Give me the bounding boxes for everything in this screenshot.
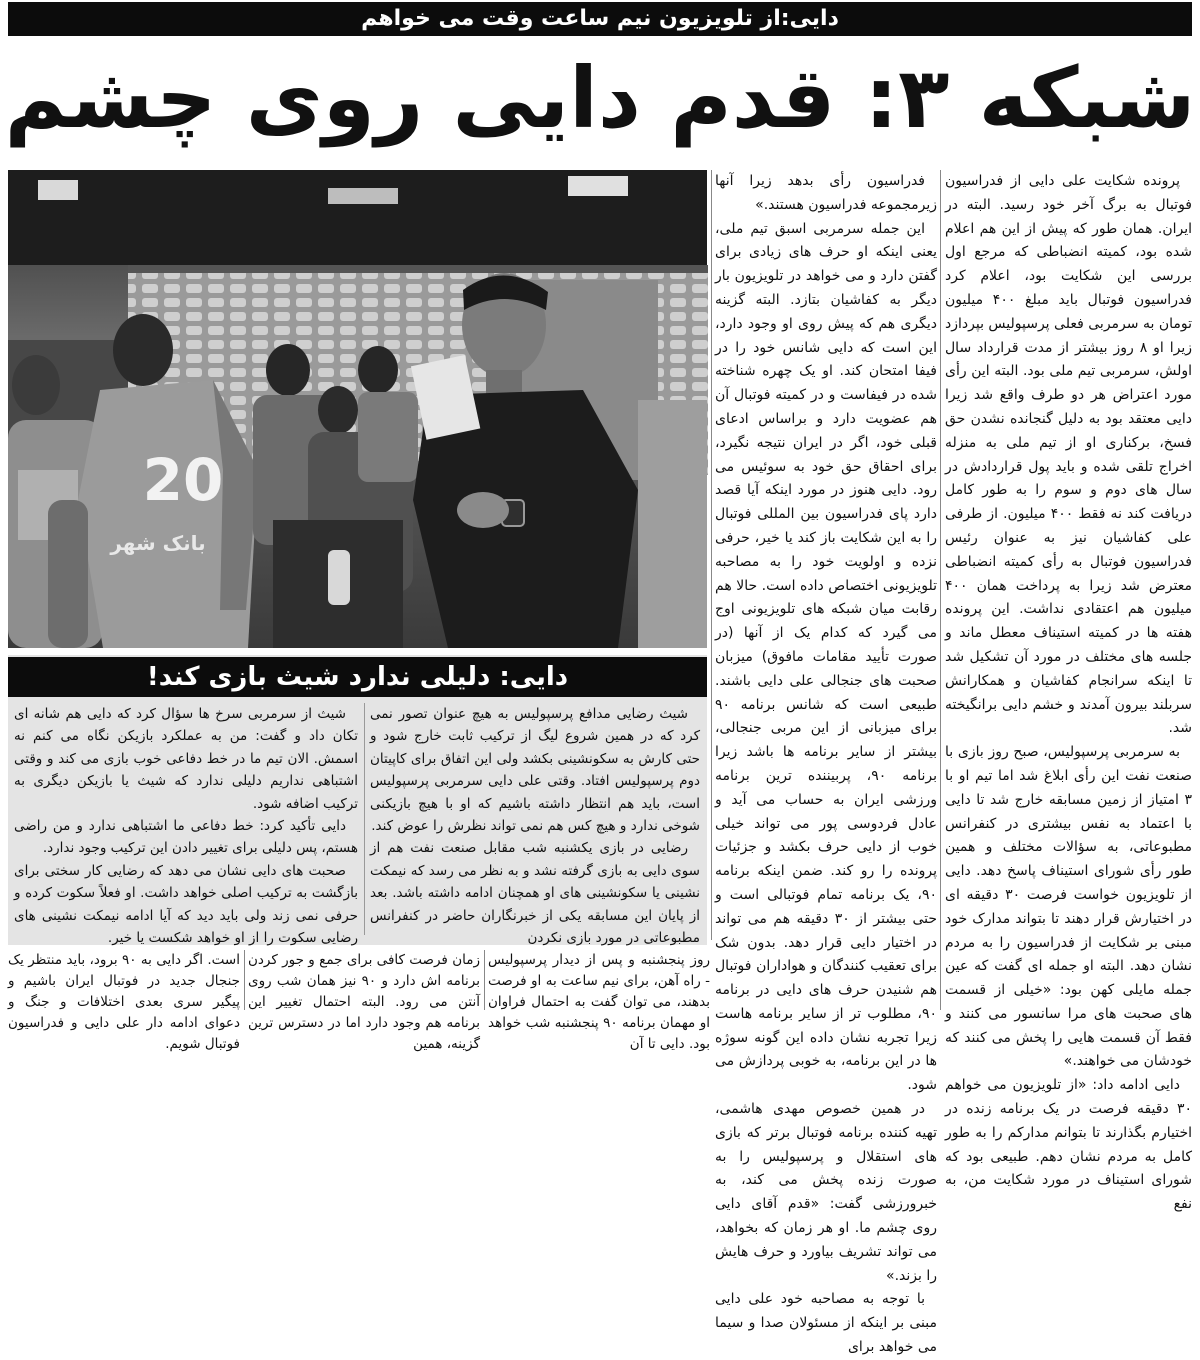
article-photo — [8, 170, 707, 648]
article-column-2 — [715, 170, 938, 1356]
paragraph: در همین خصوص مهدی هاشمی، تهیه کننده برنامه فوتبال برتر که بازی های استقلال و پرسپولیس را به صورت زنده پخش می کند، به خبرورزشی گفت: «قدم آقای دایی روی چشم ما. او هر زمان که بخواهد، می تواند تشریف بیاورد و حرف هایش را بزند.» — [715, 1101, 937, 1284]
box-title: دایی: دلیلی ندارد شیث بازی کند! — [8, 657, 707, 697]
jersey-number: 20 — [142, 446, 224, 514]
paragraph: فدراسیون رأی بدهد زیرا آنها زیرمجموعه فدراسیون هستند.» — [715, 173, 937, 213]
bottom-column-3: است. اگر دایی به ۹۰ برود، باید منتظر یک جنجال جدید در فوتبال ایران باشیم و پیگیر سری بعدی اختلافات و جنگ و دعوای ادامه دار علی دایی و فدراسیون فوتبال شویم. — [8, 952, 240, 1052]
headline: شبکه ۳: قدم دایی روی چشم — [4, 49, 1196, 147]
column-divider — [244, 950, 245, 1010]
box-column-left — [14, 703, 358, 947]
paragraph: دایی تأکید کرد: خط دفاعی ما اشتباهی ندارد و من راضی هستم، پس دلیلی برای تغییر دادن این ترکیب وجود ندارد. — [14, 818, 358, 857]
paragraph: با توجه به مصاحبه خود علی دایی مبنی بر اینکه از مسئولان صدا و سیما می خواهد برای — [715, 1291, 937, 1356]
jersey-sponsor: بانک شهر — [110, 531, 206, 555]
column-divider — [711, 170, 712, 940]
paragraph: شیث رضایی مدافع پرسپولیس به هیچ عنوان تصور نمی کرد که در همین شروع لیگ از ترکیب ثابت خارج شود و حتی کارش به سکونشینی بکشد ولی این اتفاق برای کاپیتان دوم پرسپولیس افتاد. وقتی علی دایی سرمربی پرسپولیس است، باید هم انتظار داشته باشیم که او با هیچ بازیکنی شوخی ندارد و هیچ کس هم نمی تواند نظرش را عوض کند. — [370, 706, 700, 835]
paragraph: صحبت های دایی نشان می دهد که رضایی کار سختی برای بازگشت به ترکیب اصلی خواهد داشت. او فعلاً سکوت کرده و حرفی نمی زند ولی باید دید که آیا ادامه نیمکت نشینی های رضایی سکوت را از او خواهد شکست یا خیر. — [14, 862, 358, 947]
column-divider — [484, 950, 485, 1010]
paragraph: رضایی در بازی یکشنبه شب مقابل صنعت نفت هم از سوی دایی به بازی گرفته نشد و به نظر می رسد که نیمکت نشینی یا سکونشینی های او همچنان ادامه داشته باشد. بعد از پایان این مسابقه یکی از خبرنگاران حاضر در کنفرانس مطبوعاتی در مورد بازی نکردن — [370, 840, 700, 947]
photo-illustration — [8, 170, 707, 648]
paragraph: شیث از سرمربی سرخ ها سؤال کرد که دایی هم شانه ای تکان داد و گفت: من به عملکرد بازیکن نگاه می کنم نه اسمش. الان تیم ما در خط دفاعی خوب بازی می کند و وقتی اشتباهی نداریم دلیلی ندارد که شیث یا بازیکن دیگری به ترکیب اضافه شود. — [14, 706, 358, 812]
sidebar-box — [8, 655, 707, 945]
bottle — [328, 550, 350, 605]
bottom-column-1: روز پنجشنبه و پس از دیدار پرسپولیس - راه آهن، برای نیم ساعت به او فرصت بدهند، می توان گفت به احتمال فراوان او مهمان برنامه ۹۰ پنجشنبه شب خواهد بود. دایی تا آن — [488, 952, 710, 1052]
box-divider — [364, 703, 365, 935]
paragraph: این جمله سرمربی اسبق تیم ملی، یعنی اینکه او حرف های زیادی برای گفتن دارد و می خواهد در تلویزیون بار دیگر به کفاشیان بتازد. البته گزینه دیگری هم که پیش روی او وجود دارد، این است که دایی شانس خود را در فیفا امتحان کند. او یک چهره شناخته شده در فیفاست و در کمیته فوتبال آن هم عضویت دارد و براساس ادعای قبلی خود، اگر در ایران نتیجه نگیرد، برای احقاق حق خود به سوئیس می رود. دایی هنوز در مورد اینکه آیا قصد دارد پای فدراسیون بین المللی فوتبال را به این شکایت باز کند یا خیر، حرفی نزده و اولویت خود را به مصاحبه تلویزیونی اختصاص داده است. حالا هم رقابت میان شبکه های تلویزیونی اوج می گیرد که کدام یک از آنها (در صورت تأیید مقامات مافوق) میزبان صحبت های جنجالی علی دایی باشند. طبیعی است که شانس برنامه ۹۰ برای میزبانی از این مربی جنجالی، بیشتر از سایر برنامه ها باشد زیرا برنامه ۹۰، پربیننده ترین برنامه ورزشی ایران به حساب می آید و عادل فردوسی پور می تواند خیلی خوب از دایی حرف بکشد و جزئیات پرونده را رو کند. ضمن اینکه برنامه ۹۰، یک برنامه تمام فوتبالی است و حتی بیشتر از ۳۰ دقیقه هم می تواند در اختیار دایی قرار دهد. بدون شک برای تعقیب کنندگان و هواداران فوتبال هم شنیدن حرف های دایی در برنامه ۹۰، مطلوب تر از سایر برنامه هاست زیرا تجربه نشان داده این گونه سوژه ها در این برنامه، به خوبی پردازش می شود. — [715, 220, 938, 1094]
paragraph: به سرمربی پرسپولیس، صبح روز بازی با صنعت نفت این رأی ابلاغ شد اما تیم او با ۳ امتیاز از زمین مسابقه خارج شد تا دایی با اعتماد به نفس بیشتری در کنفرانس مطبوعاتی، به سؤالات مختلف و همین طور رأی شورای استیناف پاسخ دهد. دایی از تلویزیون خواست فرصت ۳۰ دقیقه ای در اختیارش قرار دهند تا بتواند مدارک خود مبنی بر شکایت از فدراسیون را به مردم نشان دهد. البته او جمله ای گفت که عین جمله مایلی کهن بود: «خیلی از قسمت های صحبت های مرا سانسور می کنند و فقط آن قسمت هایی را پخش می کنند که خودشان می خواهند.» — [945, 744, 1192, 1070]
paragraph: پرونده شکایت علی دایی از فدراسیون فوتبال به برگ آخر خود رسید. البته در ایران. همان طور که پیش از این هم اعلام شده بود، کمیته انضباطی که مرجع اول بررسی این شکایت بود، اعلام کرد فدراسیون فوتبال باید مبلغ ۴۰۰ میلیون تومان به سرمربی فعلی پرسپولیس بپردازد زیرا او ۸ روز بیشتر از مدت قرارداد سال اولش، سرمربی تیم ملی بود. البته این رأی مورد اعتراض هر دو طرف واقع شد زیرا دایی معتقد بود به دلیل گنجانده نشدن حق فسخ، برکناری او از تیم ملی به منزله اخراج تلقی شده و باید پول قراردادش در سال های دوم و سوم را به طور کامل دریافت کند نه فقط ۴۰۰ میلیون. از طرفی علی کفاشیان نیز به عنوان رئیس فدراسیون فوتبال به رأی کمیته انضباطی معترض شد زیرا به پرداخت همان ۴۰۰ میلیون هم اعتقادی نداشت. این پرونده هفته ها در کمیته استیناف معطل ماند و جلسه های مختلف در مورد آن تشکیل شد تا اینکه سرانجام کفاشیان و همکارانش سربلند بیرون آمدند و خشم دایی برانگیخته شد. — [945, 173, 1192, 737]
article-column-1 — [945, 170, 1192, 1213]
kicker-banner: دایی:از تلویزیون نیم ساعت وقت می خواهم — [8, 2, 1192, 36]
paragraph: دایی ادامه داد: «از تلویزیون می خواهم ۳۰ دقیقه فرصت در یک برنامه زنده در اختیارم بگذارند تا بتوانم مدارکم را به طور کامل به مردم نشان دهم. طبیعی بود که شورای استیناف در مورد شکایت من، به نفع — [945, 1077, 1192, 1213]
box-column-right — [370, 703, 700, 947]
column-divider — [940, 170, 941, 1010]
bottom-column-2: زمان فرصت کافی برای جمع و جور کردن برنامه اش دارد و ۹۰ نیز همان شب روی آنتن می رود. البته احتمال تغییر این برنامه هم وجود دارد اما در دسترس ترین گزینه، همین — [248, 952, 480, 1052]
